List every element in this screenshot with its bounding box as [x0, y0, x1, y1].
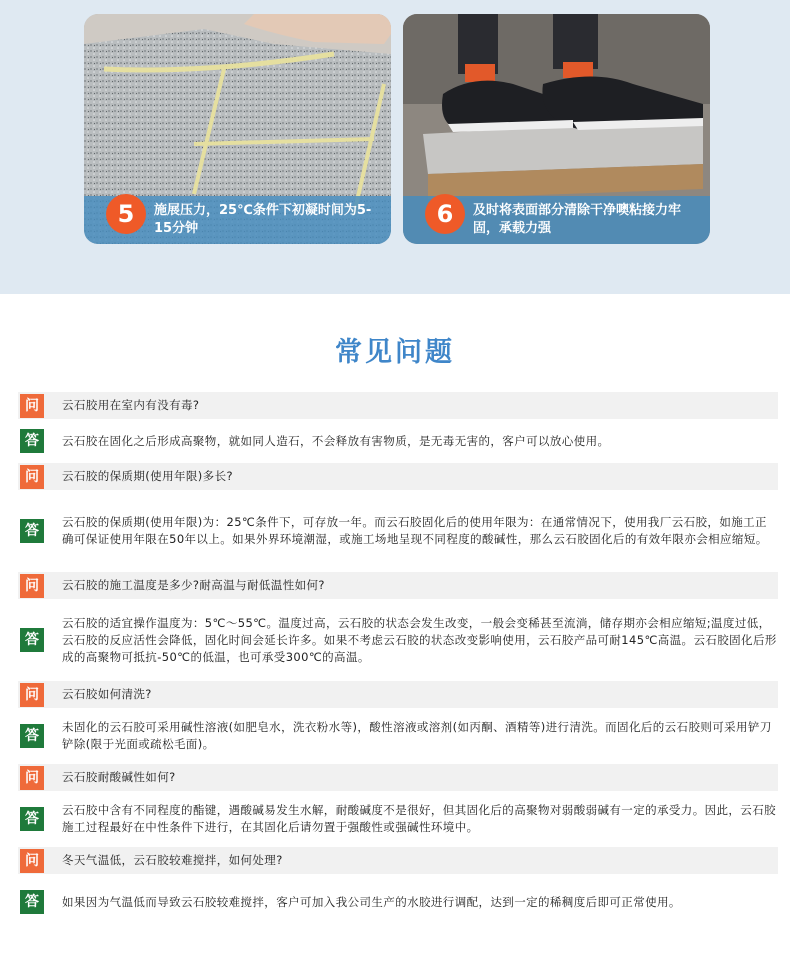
- answer-badge: 答: [20, 890, 44, 914]
- question-text: 云石胶用在室内有没有毒?: [62, 398, 200, 412]
- faq-answer-row: [18, 798, 778, 840]
- step-caption: [84, 196, 391, 244]
- question-badge: 问: [20, 394, 44, 418]
- question-badge: 问: [20, 574, 44, 598]
- faq-question-row: [18, 847, 778, 874]
- answer-badge: 答: [20, 807, 44, 831]
- faq-question-row: [18, 764, 778, 791]
- question-text: 云石胶如何清洗?: [62, 687, 152, 701]
- question-badge: 问: [20, 683, 44, 707]
- faq-answer-row: [18, 426, 778, 456]
- faq-list: [18, 392, 778, 930]
- step-card-6: [403, 14, 710, 244]
- answer-text: 云石胶中含有不同程度的酯键，遇酸碱易发生水解，耐酸碱度不是很好，但其固化后的高聚物对弱酸弱碱有一定的承受力。因此，云石胶施工过程最好在中性条件下进行，在其固化后请勿置于强酸性或强碱性环境中。: [62, 803, 776, 834]
- answer-text: 未固化的云石胶可采用碱性溶液(如肥皂水，洗衣粉水等)，酸性溶液或溶剂(如丙酮、酒精等)进行清洗。而固化后的云石胶则可采用铲刀铲除(限于光面或疏松毛面)。: [62, 720, 772, 751]
- question-badge: 问: [20, 766, 44, 790]
- steps-banner: [0, 0, 790, 294]
- question-text: 云石胶的施工温度是多少?耐高温与耐低温性如何?: [62, 578, 325, 592]
- answer-badge: 答: [20, 628, 44, 652]
- step-caption-text: 施展压力，25℃条件下初凝时间为5-15分钟: [154, 203, 372, 236]
- answer-text: 如果因为气温低而导致云石胶较难搅拌，客户可加入我公司生产的水胶进行调配，达到一定的稀稠度后即可正常使用。: [62, 894, 681, 909]
- answer-text: 云石胶的适宜操作温度为：5℃～55℃。温度过高，云石胶的状态会发生改变，一般会变稀甚至流淌，储存期亦会相应缩短;温度过低，云石胶的反应活性会降低，固化时间会延长许多。如果不考虑云石胶的状态改变影响使用，云石胶产品可耐145℃高温。云石胶固化后形成的高聚物可抵抗-50℃的低温，也可承受300℃的高温。: [62, 615, 777, 664]
- answer-badge: 答: [20, 429, 44, 453]
- step-caption-text: 及时将表面部分清除干净噢粘接力牢固，承载力强: [473, 203, 682, 236]
- faq-section-title: 常见问题: [335, 337, 455, 368]
- step-caption: [403, 196, 710, 244]
- question-text: 冬天气温低，云石胶较难搅拌，如何处理?: [62, 853, 283, 867]
- faq-answer-row: [18, 606, 778, 674]
- step-number-badge: 6: [425, 194, 465, 234]
- faq-answer-row: [18, 715, 778, 757]
- question-badge: 问: [20, 849, 44, 873]
- faq-question-row: [18, 681, 778, 708]
- answer-text: 云石胶在固化之后形成高聚物，就如同人造石，不会释放有害物质，是无毒无害的，客户可以放心使用。: [62, 433, 610, 448]
- answer-badge: 答: [20, 519, 44, 543]
- question-text: 云石胶的保质期(使用年限)多长?: [62, 469, 233, 483]
- faq-question-row: [18, 572, 778, 599]
- question-text: 云石胶耐酸碱性如何?: [62, 770, 176, 784]
- faq-question-row: [18, 463, 778, 490]
- step-number-badge: 5: [106, 194, 146, 234]
- faq-answer-row: [18, 881, 778, 923]
- faq-answer-row: [18, 497, 778, 565]
- question-badge: 问: [20, 465, 44, 489]
- answer-text: 云石胶的保质期(使用年限)为：25℃条件下，可存放一年。而云石胶固化后的使用年限为：在通常情况下，使用我厂云石胶，如施工正确可保证使用年限在50年以上。如果外界环境潮湿，或施工场地呈现不同程度的酸碱性，那么云石胶固化后的有效年限亦会相应缩短。: [62, 515, 768, 546]
- answer-badge: 答: [20, 724, 44, 748]
- step-card-5: [84, 14, 391, 244]
- faq-question-row: [18, 392, 778, 419]
